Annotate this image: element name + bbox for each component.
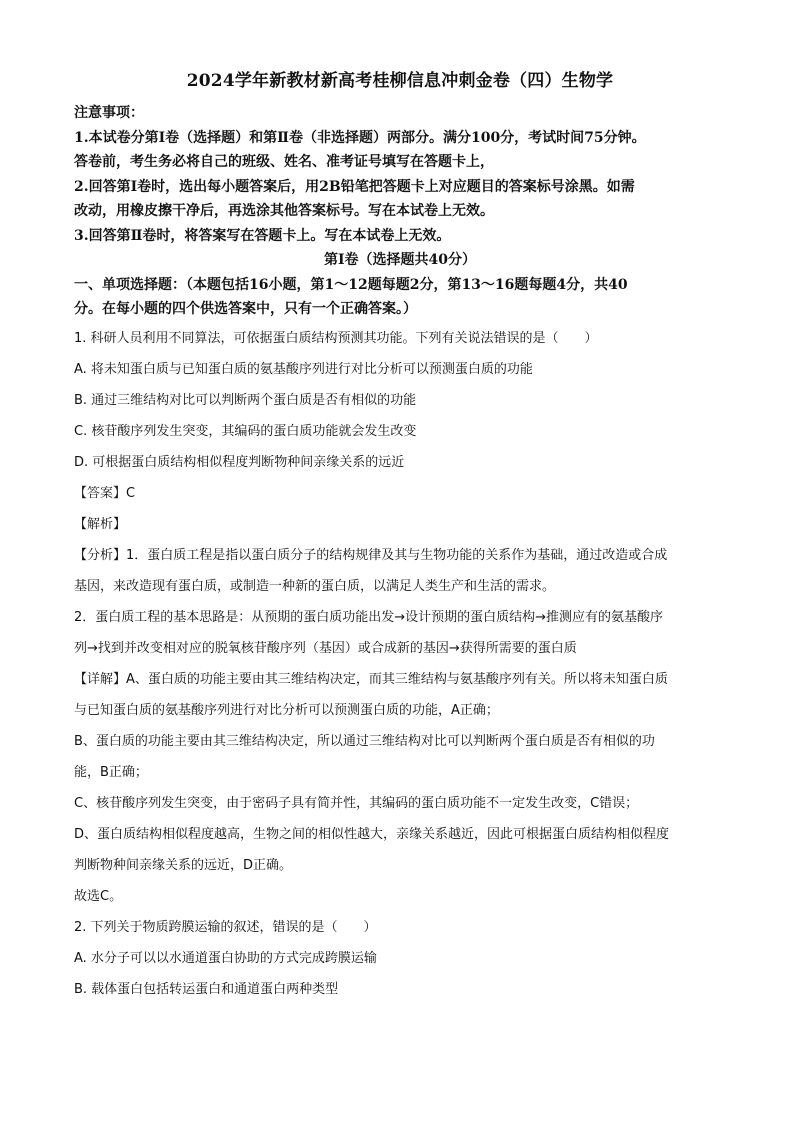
option-b: B. 通过三维结构对比可以判断两个蛋白质是否有相似的功能 [74, 392, 417, 408]
detail-line: 与已知蛋白质的氨基酸序列进行对比分析可以预测蛋白质的功能，A正确； [74, 702, 499, 718]
analysis-line: 【分析】1．蛋白质工程是指以蛋白质分子的结构规律及其与生物功能的关系作为基础，通过改造或合成 [74, 547, 668, 563]
option-a: A. 水分子可以以水通道蛋白协助的方式完成跨膜运输 [74, 950, 377, 966]
analysis-line: 2．蛋白质工程的基本思路是：从预期的蛋白质功能出发→设计预期的蛋白质结构→推测应有的氨基酸序 [74, 609, 664, 625]
option-b: B. 载体蛋白包括转运蛋白和通道蛋白两种类型 [74, 981, 339, 997]
question-2 [74, 912, 726, 1005]
analysis-line: 基因，来改造现有蛋白质，或制造一种新的蛋白质，以满足人类生产和生活的需求。 [74, 578, 556, 594]
answer-line [74, 478, 726, 509]
detail-line: C、核苷酸序列发生突变，由于密码子具有简并性，其编码的蛋白质功能不一定发生改变，C错误； [74, 795, 639, 811]
detail-line: 判断物种间亲缘关系的远近，D正确。 [74, 857, 293, 873]
page-title: 2024学年新教材新高考桂柳信息冲刺金卷（四）生物学 [186, 71, 614, 91]
analysis-tag: 【解析】 [74, 516, 127, 532]
notice-line: 答卷前，考生务必将自己的班级、姓名、准考证号填写在答题卡上， [74, 154, 494, 170]
section-title: 第Ⅰ卷（选择题共40分） [323, 252, 477, 268]
detail-line: 【详解】A、蛋白质的功能主要由其三维结构决定，而其三维结构与氨基酸序列有关。所以将未知蛋白质 [74, 671, 668, 687]
notice-line: 1.本试卷分第Ⅰ卷（选择题）和第Ⅱ卷（非选择题）两部分。满分100分，考试时间75分钟。 [74, 129, 646, 146]
choose-line: 故选C。 [74, 888, 123, 904]
detail-line: 能，B正确； [74, 764, 148, 780]
answer-tag: 【答案】 [74, 485, 127, 501]
exam-page [74, 70, 726, 1005]
detail-line: B、蛋白质的功能主要由其三维结构决定，所以通过三维结构对比可以判断两个蛋白质是否有相似的功 [74, 733, 655, 749]
section-intro-line: 分。在每小题的四个供选答案中，只有一个正确答案。） [74, 301, 417, 317]
question-1 [74, 323, 726, 912]
question-stem: 2. 下列关于物质跨膜运输的叙述，错误的是（ ） [74, 919, 377, 935]
option-a: A. 将未知蛋白质与已知蛋白质的氨基酸序列进行对比分析可以预测蛋白质的功能 [74, 361, 533, 377]
notice-line: 改动，用橡皮擦干净后，再选涂其他答案标号。写在本试卷上无效。 [74, 203, 494, 219]
notice-line: 3.回答第Ⅱ卷时，将答案写在答题卡上。写在本试卷上无效。 [74, 227, 451, 244]
question-stem: 1. 科研人员利用不同算法，可依据蛋白质结构预测其功能。下列有关说法错误的是（ ） [74, 330, 598, 346]
option-d: D. 可根据蛋白质结构相似程度判断物种间亲缘关系的远近 [74, 454, 405, 470]
section-intro-line: 一、单项选择题：（本题包括16小题，第1～12题每题2分，第13～16题每题4分，共40 [74, 276, 628, 293]
detail-line: D、蛋白质结构相似程度越高，生物之间的相似性越大，亲缘关系越近，因此可根据蛋白质结构相似程度 [74, 826, 670, 842]
notice-line: 2.回答第Ⅰ卷时，选出每小题答案后，用2B铅笔把答题卡上对应题目的答案标号涂黑。如需 [74, 178, 635, 195]
notice-block [74, 101, 726, 248]
analysis-line: 列→找到并改变相对应的脱氧核苷酸序列（基因）或合成新的基因→获得所需要的蛋白质 [74, 640, 577, 656]
answer-value: C [126, 485, 136, 501]
notice-heading: 注意事项： [74, 105, 144, 121]
option-c: C. 核苷酸序列发生突变，其编码的蛋白质功能就会发生改变 [74, 423, 417, 439]
